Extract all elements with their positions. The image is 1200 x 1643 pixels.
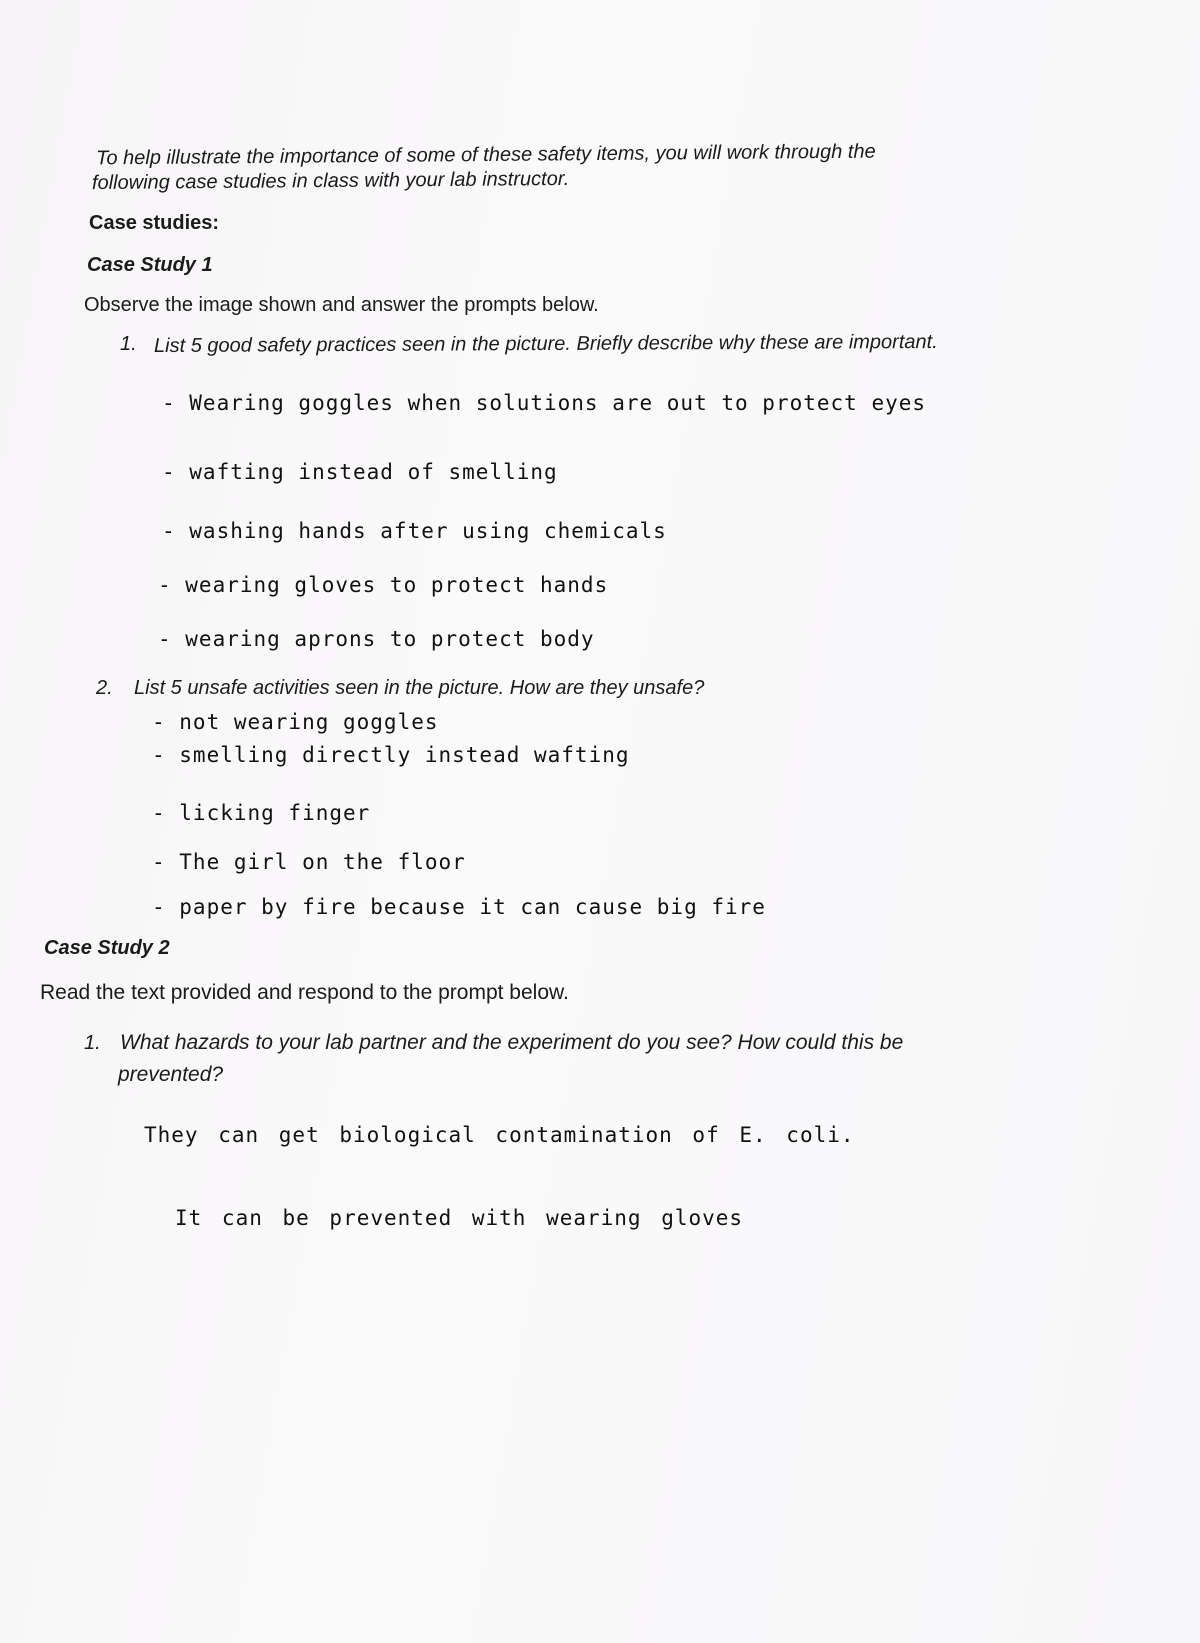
question-2-prompt: List 5 unsafe activities seen in the picture. How are they unsafe? <box>134 677 705 699</box>
question-1-number: 1. <box>120 333 137 355</box>
question-2-number: 2. <box>96 677 113 699</box>
hazard-answer: They can get biological contamination of E. coli. <box>144 1123 855 1147</box>
case-study-2-prompt-line-1: What hazards to your lab partner and the experiment do you see? How could this be <box>120 1031 904 1054</box>
case-study-2-question-number: 1. <box>84 1032 101 1054</box>
case-study-1-instruction: Observe the image shown and answer the prompts below. <box>84 294 599 316</box>
unsafe-activity-answer: - licking finger <box>152 801 371 825</box>
good-practice-answer: - washing hands after using chemicals <box>162 519 667 543</box>
question-1-prompt: List 5 good safety practices seen in the picture. Briefly describe why these are important. <box>153 330 938 358</box>
case-studies-heading: Case studies: <box>89 212 220 234</box>
good-practice-answer: - wearing gloves to protect hands <box>158 573 609 597</box>
prevention-answer: It can be prevented with wearing gloves <box>175 1206 744 1230</box>
case-study-2-instruction: Read the text provided and respond to the prompt below. <box>40 981 569 1004</box>
good-practice-answer: - Wearing goggles when solutions are out to protect eyes <box>162 391 927 415</box>
intro-line-2: following case studies in class with your lab instructor. <box>91 167 570 195</box>
unsafe-activity-answer: - The girl on the floor <box>152 850 466 874</box>
case-study-2-prompt-line-2: prevented? <box>118 1063 224 1086</box>
case-study-2-title: Case Study 2 <box>44 937 170 959</box>
unsafe-activity-answer: - not wearing goggles <box>152 710 439 734</box>
good-practice-answer: - wearing aprons to protect body <box>158 627 595 651</box>
unsafe-activity-answer: - paper by fire because it can cause big fire <box>152 895 766 919</box>
unsafe-activity-answer: - smelling directly instead wafting <box>152 743 630 767</box>
case-study-1-title: Case Study 1 <box>87 254 213 276</box>
intro-line-1: To help illustrate the importance of some of these safety items, you will work through the <box>95 140 876 170</box>
good-practice-answer: - wafting instead of smelling <box>162 460 558 484</box>
